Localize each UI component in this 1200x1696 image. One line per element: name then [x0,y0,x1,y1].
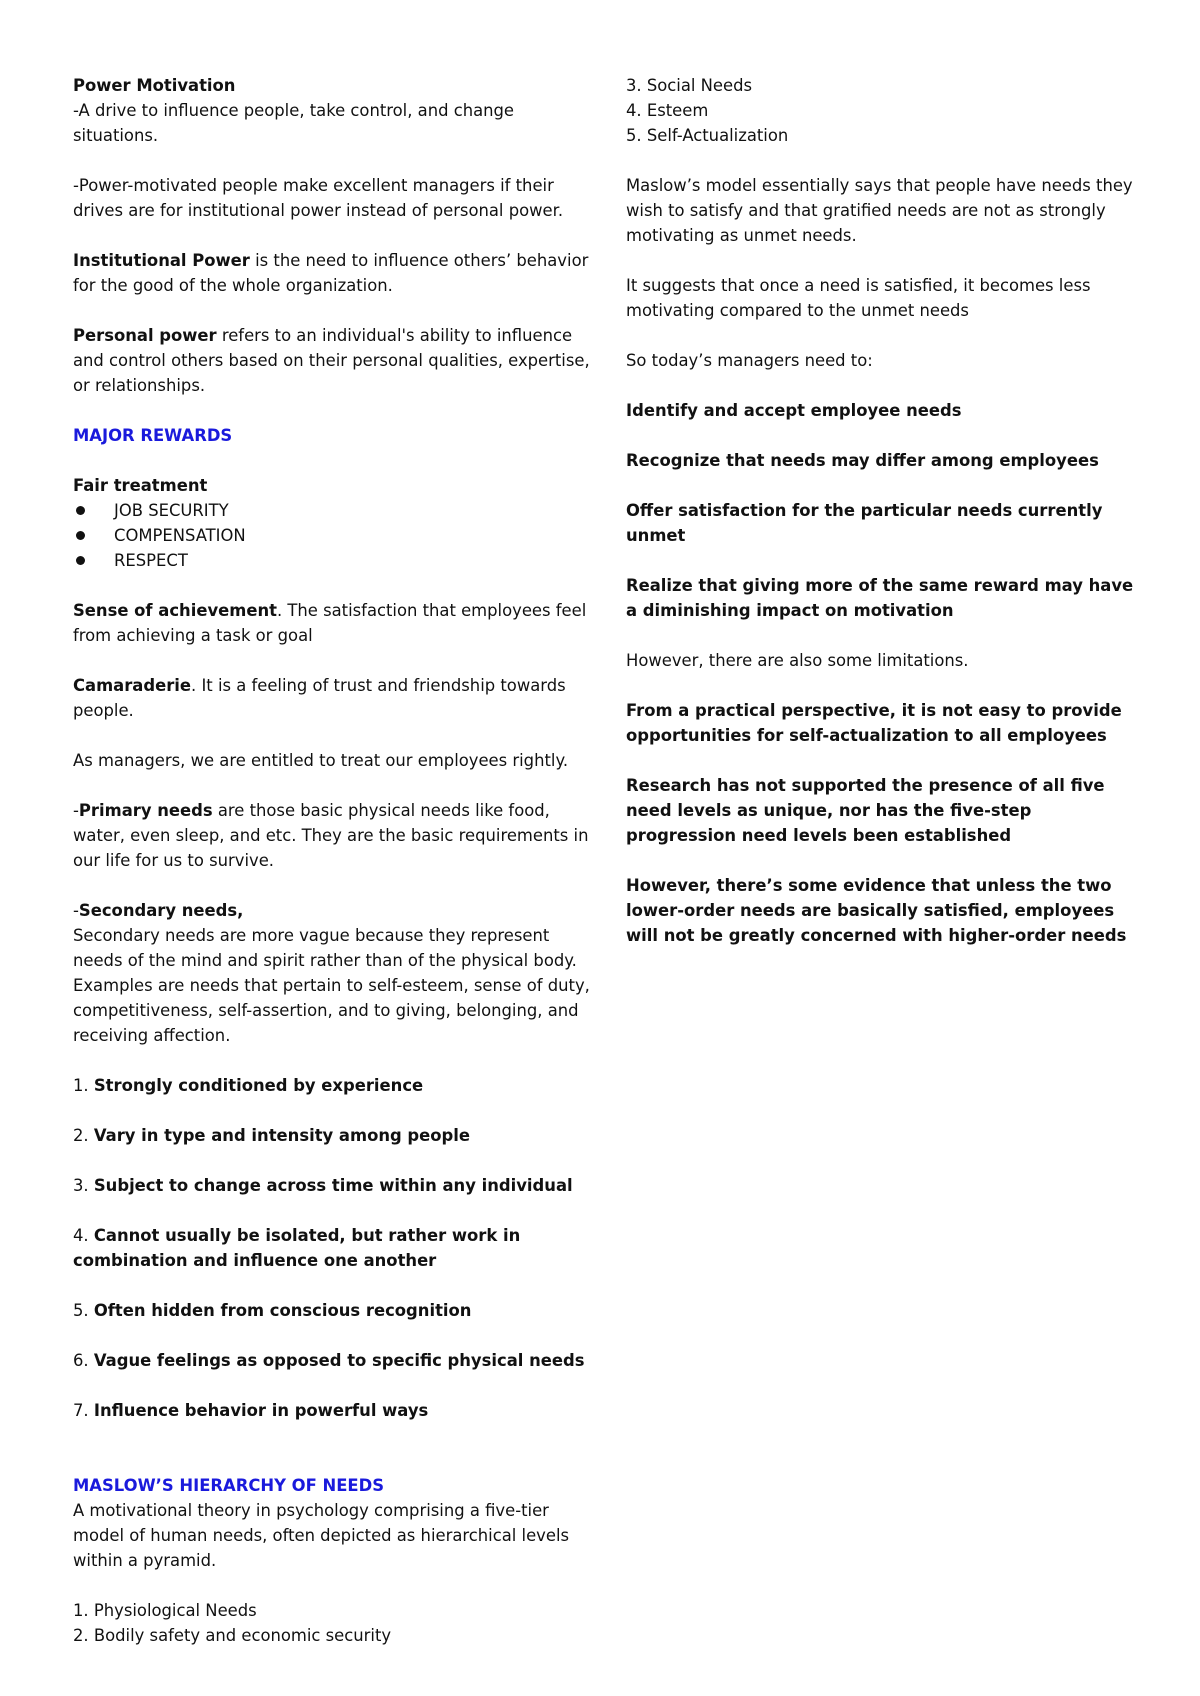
camaraderie-term: Camaraderie [73,676,192,695]
trait-text: Strongly conditioned by experience [93,1076,424,1095]
trait-item [73,1173,593,1198]
bullet-icon [76,531,85,540]
secondary-needs-prefix: - [73,901,79,920]
institutional-power-term: Institutional Power [73,251,250,270]
bullet-icon [76,556,85,565]
trait-item [73,1298,593,1323]
list-item-text: COMPENSATION [114,526,246,545]
achievement-desc: . The satisfaction that employees feel from achieving a task or goal [73,601,587,645]
trait-number: 7. [73,1401,94,1420]
trait-item [73,1073,593,1098]
list-item-text: JOB SECURITY [114,501,229,520]
trait-item [73,1398,593,1423]
power-motivation-note: -Power-motivated people make excellent managers if their drives are for institutional power instead of personal power. [73,176,564,220]
trait-item [73,1348,593,1373]
list-item [73,498,593,523]
managers-note: As managers, we are entitled to treat our employees rightly. [73,751,569,770]
major-rewards-heading: MAJOR REWARDS [73,426,233,445]
primary-needs-desc: are those basic physical needs like food, water, even sleep, and etc. They are the basic requirements in our life for us to survive. [73,801,589,870]
right-column [626,73,1146,973]
manager-action-item: Offer satisfaction for the particular needs currently unmet [626,501,1103,545]
maslow-desc: A motivational theory in psychology comprising a five-tier model of human needs, often depicted as hierarchical levels within a pyramid. [73,1501,570,1570]
secondary-needs-desc: Secondary needs are more vague because they represent needs of the mind and spirit rather than of the physical body. Examples are needs that pertain to self-esteem, sense of duty, competitiveness, self-assertion, and to giving, belonging, and receiving affection. [73,926,590,1045]
maslow-level-item: 1. Physiological Needs [73,1601,257,1620]
list-item [73,548,593,573]
trait-number: 3. [73,1176,94,1195]
institutional-power-desc: is the need to influence others’ behavior for the good of the whole organization. [73,251,589,295]
fair-treatment-title: Fair treatment [73,476,208,495]
suggests-paragraph: It suggests that once a need is satisfied, it becomes less motivating compared to the unmet needs [626,276,1091,320]
achievement-paragraph [73,598,593,648]
bullet-icon [76,506,85,515]
secondary-needs-title [73,898,593,923]
list-item [73,523,593,548]
trait-text: Cannot usually be isolated, but rather work in combination and influence one another [73,1226,521,1270]
manager-action-item: Realize that giving more of the same reward may have a diminishing impact on motivation [626,576,1134,620]
maslow-level-item: 2. Bodily safety and economic security [73,1626,392,1645]
power-motivation-title: Power Motivation [73,76,236,95]
camaraderie-paragraph [73,673,593,723]
maslow-heading: MASLOW’S HIERARCHY OF NEEDS [73,1476,385,1495]
limitations-intro: However, there are also some limitations. [626,651,969,670]
trait-number: 6. [73,1351,94,1370]
left-column [73,73,593,1648]
primary-needs-prefix: - [73,801,79,820]
trait-number: 4. [73,1226,94,1245]
fair-treatment-list [73,498,593,573]
maslow-level-item: 4. Esteem [626,101,709,120]
primary-needs-paragraph [73,798,593,873]
trait-number: 1. [73,1076,94,1095]
institutional-power-paragraph [73,248,593,298]
trait-number: 2. [73,1126,94,1145]
maslow-level-item: 5. Self-Actualization [626,126,789,145]
personal-power-term: Personal power [73,326,217,345]
trait-item [73,1223,593,1273]
trait-text: Vague feelings as opposed to specific physical needs [93,1351,585,1370]
personal-power-desc: refers to an individual's ability to influence and control others based on their personal qualities, expertise, or relationships. [73,326,590,395]
secondary-needs-term: Secondary needs, [78,901,244,920]
trait-item [73,1123,593,1148]
limitation-item: However, there’s some evidence that unless the two lower-order needs are basically satisfied, employees will not be greatly concerned with higher-order needs [626,876,1127,945]
list-item-text: RESPECT [114,551,188,570]
manager-action-item: Recognize that needs may differ among employees [626,451,1099,470]
trait-number: 5. [73,1301,94,1320]
trait-text: Influence behavior in powerful ways [93,1401,429,1420]
trait-text: Often hidden from conscious recognition [93,1301,472,1320]
primary-needs-term: Primary needs [78,801,213,820]
maslow-level-item: 3. Social Needs [626,76,753,95]
achievement-term: Sense of achievement [73,601,277,620]
maslow-model-paragraph: Maslow’s model essentially says that people have needs they wish to satisfy and that gratified needs are not as strongly motivating as unmet needs. [626,176,1133,245]
camaraderie-desc: . It is a feeling of trust and friendship towards people. [73,676,566,720]
limitation-item: Research has not supported the presence of all five need levels as unique, nor has the five-step progression need levels been established [626,776,1105,845]
trait-text: Vary in type and intensity among people [93,1126,471,1145]
limitation-item: From a practical perspective, it is not easy to provide opportunities for self-actualization to all employees [626,701,1122,745]
personal-power-paragraph [73,323,593,398]
trait-text: Subject to change across time within any individual [93,1176,573,1195]
manager-action-item: Identify and accept employee needs [626,401,962,420]
managers-intro: So today’s managers need to: [626,351,873,370]
power-motivation-desc: -A drive to influence people, take control, and change situations. [73,101,515,145]
